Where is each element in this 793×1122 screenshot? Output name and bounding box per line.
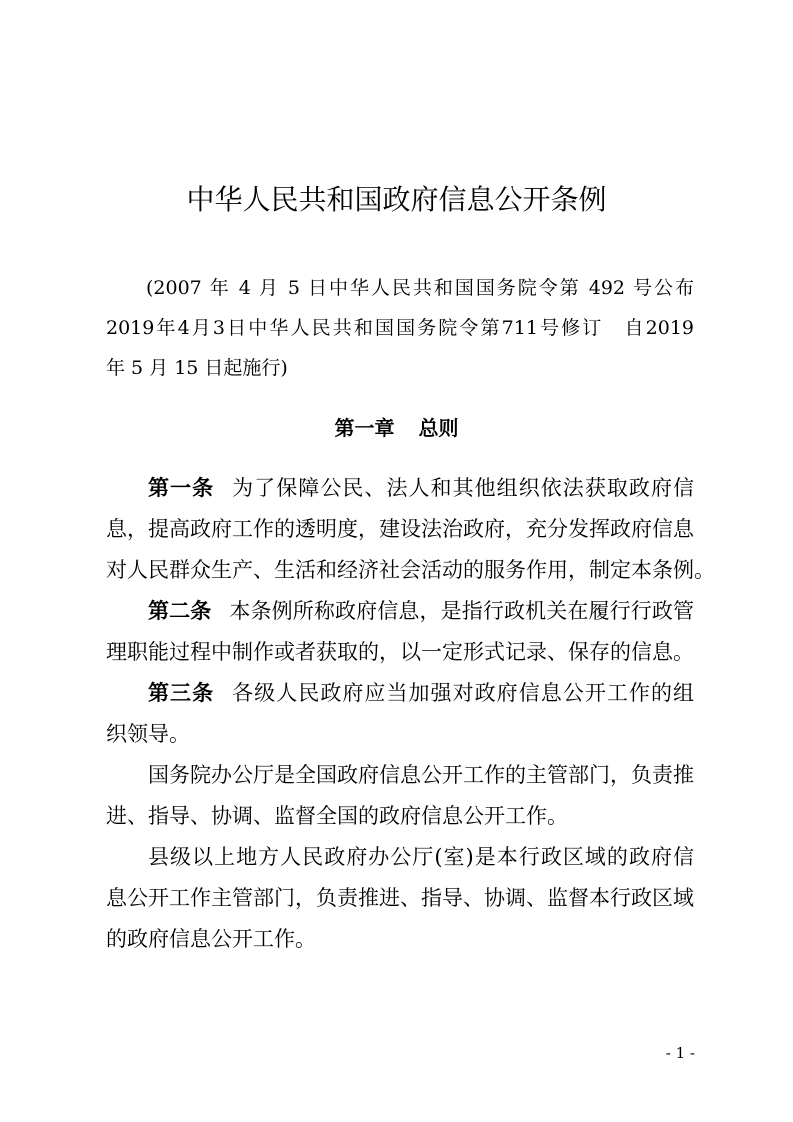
article-line [106,673,694,714]
article-heading: 第一条 [148,476,215,500]
preface [106,268,694,388]
document-title: 中华人民共和国政府信息公开条例 [186,183,607,216]
article-line: 理职能过程中制作或者获取的，以一定形式记录、保存的信息。 [106,640,694,664]
article-line: 织领导。 [106,722,190,746]
paragraph-line: 的政府信息公开工作。 [106,927,316,951]
article-line [106,468,694,509]
article-line [106,591,694,632]
article-line: 对人民群众生产、生活和经济社会活动的服务作用，制定本条例。 [106,558,715,582]
paragraph-line: 国务院办公厅是全国政府信息公开工作的主管部门，负责推 [148,763,694,787]
preface-line: (2007 年 4 月 5 日中华人民共和国国务院令第 492 号公布 [146,277,694,299]
preface-line: 2019年4月3日中华人民共和国国务院令第711号修订 自2019 [106,317,694,339]
article-text: 各级人民政府应当加强对政府信息公开工作的组 [232,681,695,705]
article-text: 为了保障公民、法人和其他组织依法获取政府信 [232,476,695,500]
paragraph-line: 进、指导、协调、监督全国的政府信息公开工作。 [106,804,568,828]
body-text [106,468,715,960]
chapter-name: 总则 [418,416,459,440]
paragraph-line: 息公开工作主管部门，负责推进、指导、协调、监督本行政区域 [106,886,694,910]
chapter-heading [0,408,793,448]
paragraph-line: 县级以上地方人民政府办公厅(室)是本行政区域的政府信 [148,845,694,869]
article-text: 本条例所称政府信息，是指行政机关在履行行政管 [229,599,694,623]
chapter-number: 第一章 [334,416,395,440]
preface-line: 年 5 月 15 日起施行) [106,357,288,379]
article-line: 息，提高政府工作的透明度，建设法治政府，充分发挥政府信息 [106,517,694,541]
page-number: - 1 - [665,1044,695,1062]
article-heading: 第三条 [148,681,215,705]
article-heading: 第二条 [148,599,212,623]
